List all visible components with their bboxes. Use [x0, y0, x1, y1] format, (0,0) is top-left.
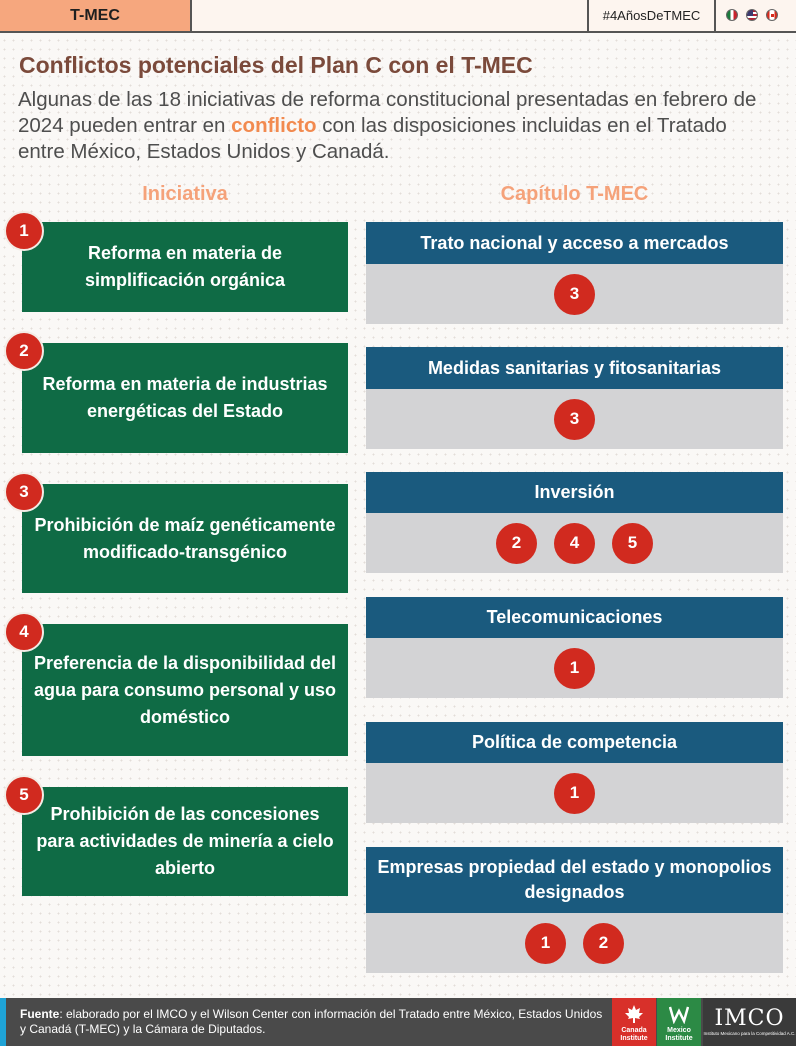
chapter-card — [366, 847, 783, 973]
chapter-title: Trato nacional y acceso a mercados — [366, 222, 783, 264]
chapter-refs — [366, 389, 783, 449]
canada-institute-logo: Canada Institute — [612, 998, 656, 1046]
chapter-title: Empresas propiedad del estado y monopolios designados — [366, 847, 783, 913]
chapter-title: Medidas sanitarias y fitosanitarias — [366, 347, 783, 389]
initiative-box — [22, 222, 348, 312]
initiative-text: Prohibición de maíz genéticamente modificado-transgénico — [34, 514, 336, 562]
footer — [0, 998, 796, 1046]
initiative-text: Prohibición de las concesiones para actividades de minería a cielo abierto — [36, 804, 334, 878]
chapter-title: Inversión — [366, 472, 783, 513]
initiative-ref-badge: 5 — [612, 523, 653, 564]
footer-accent-bar — [0, 998, 6, 1046]
flag-canada-icon — [766, 9, 778, 21]
initiative-number-badge: 2 — [4, 331, 44, 371]
source-text: : elaborado por el IMCO y el Wilson Center con información del Tratado entre México, Estados Unidos y Canadá (T-MEC) y la Cámara de Diputados. — [20, 1007, 603, 1036]
chapter-refs — [366, 638, 783, 698]
chapter-title: Política de competencia — [366, 722, 783, 763]
initiative-ref-badge: 3 — [554, 274, 595, 315]
initiative-ref-badge: 1 — [554, 773, 595, 814]
chapter-card — [366, 222, 783, 324]
initiative-number-badge: 4 — [4, 612, 44, 652]
initiative-box — [22, 343, 348, 453]
maple-leaf-icon — [624, 1004, 644, 1024]
initiative-number-badge: 5 — [4, 775, 44, 815]
page-title: Conflictos potenciales del Plan C con el T-MEC — [19, 52, 533, 78]
chapter-refs — [366, 264, 783, 324]
chapter-card — [366, 472, 783, 573]
imco-logo — [703, 998, 796, 1046]
section-tag: T-MEC — [0, 0, 192, 31]
page-subtitle: Algunas de las 18 iniciativas de reforma constitucional presentadas en febrero de 2024 pueden entrar en conflicto con las disposiciones incluidas en el Tratado entre México, Estados Unidos y Canadá. — [18, 88, 757, 163]
initiative-ref-badge: 2 — [583, 923, 624, 964]
initiative-number-badge: 3 — [4, 472, 44, 512]
w-mark-icon — [669, 1004, 689, 1024]
initiative-ref-badge: 1 — [554, 648, 595, 689]
source-note — [20, 1007, 608, 1037]
chapter-title: Telecomunicaciones — [366, 597, 783, 638]
top-bar — [0, 0, 796, 33]
initiative-ref-badge: 3 — [554, 399, 595, 440]
source-label: Fuente — [20, 1007, 60, 1021]
column-heading-chapter: Capítulo T-MEC — [500, 183, 649, 205]
flag-usa-icon — [746, 9, 758, 21]
chapter-refs — [366, 513, 783, 573]
initiative-text: Reforma en materia de simplificación orgánica — [84, 243, 286, 290]
chapter-refs — [366, 763, 783, 823]
initiative-ref-badge: 4 — [554, 523, 595, 564]
chapter-card — [366, 722, 783, 823]
chapter-card — [366, 347, 783, 449]
initiative-box — [22, 624, 348, 756]
imco-tagline: Instituto Mexicano para la Competitividad A.C. — [703, 1031, 796, 1036]
initiative-text: Reforma en materia de industrias energéticas del Estado — [42, 374, 328, 421]
initiative-ref-badge: 2 — [496, 523, 537, 564]
flag-mexico-icon — [726, 9, 738, 21]
column-heading-initiative: Iniciativa — [142, 183, 228, 205]
chapter-refs — [366, 913, 783, 973]
initiative-box — [22, 787, 348, 896]
chapter-card — [366, 597, 783, 698]
initiative-ref-badge: 1 — [525, 923, 566, 964]
initiative-number-badge: 1 — [4, 211, 44, 251]
imco-wordmark: IMCO — [714, 1006, 785, 1031]
flag-group — [726, 9, 778, 21]
hashtag-label: #4AñosDeTMEC — [587, 0, 716, 31]
initiative-text: Preferencia de la disponibilidad del agua para consumo personal y uso doméstico — [33, 652, 337, 727]
conflict-highlight: conflicto — [231, 114, 317, 137]
mexico-institute-logo: Mexico Institute — [657, 998, 701, 1046]
initiative-box — [22, 484, 348, 593]
